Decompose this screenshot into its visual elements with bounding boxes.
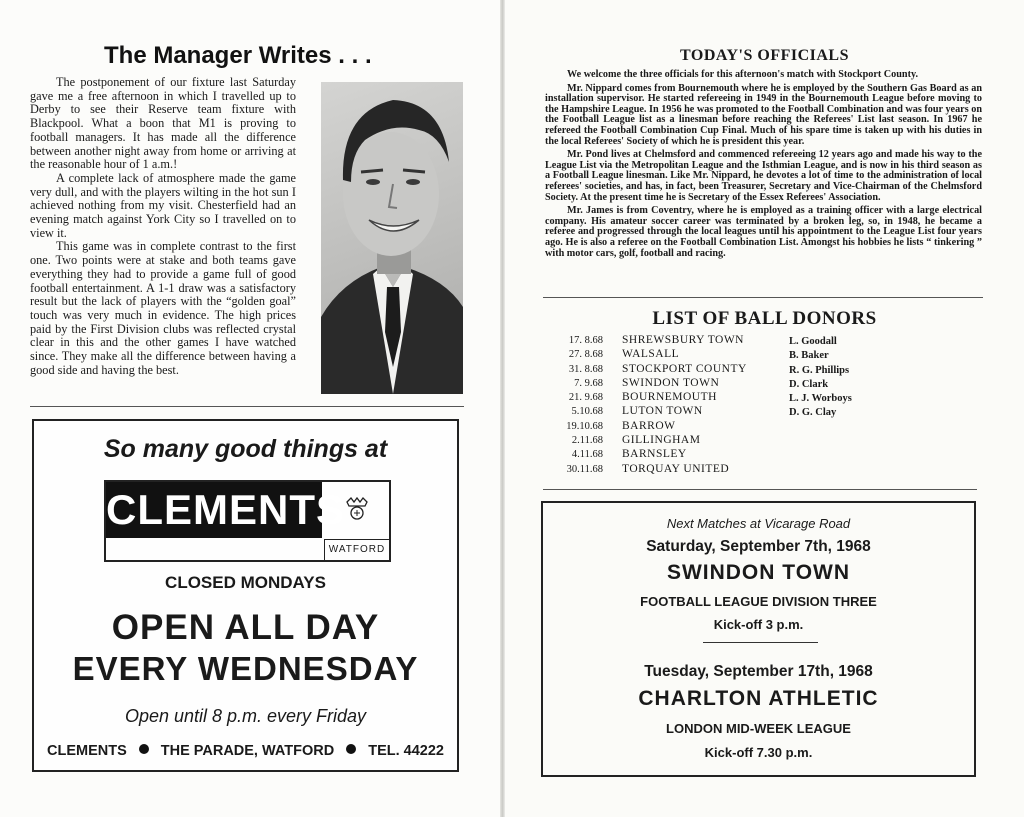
- donor-clubs-column: [622, 333, 747, 476]
- donor-name: L. Goodall: [789, 336, 837, 347]
- section-divider: [543, 489, 977, 490]
- fixture-club: BARROW: [622, 419, 676, 432]
- advert-friday-hours: Open until 8 p.m. every Friday: [124, 706, 367, 726]
- donor-name: R. G. Phillips: [789, 364, 850, 376]
- donor-names-column: [789, 335, 852, 421]
- advert-closed-days: CLOSED MONDAYS: [165, 573, 326, 592]
- fixture-date: 27. 8.68: [568, 349, 603, 361]
- donor-name: L. J. Worboys: [789, 393, 852, 405]
- advert-footer-telephone: TEL. 44222: [368, 743, 444, 759]
- crest-icon: [344, 496, 370, 522]
- ball-donors-title: LIST OF BALL DONORS: [652, 308, 877, 329]
- match-kickoff: Kick-off 7.30 p.m.: [704, 745, 813, 760]
- clements-logo: [104, 480, 391, 562]
- advert-footer-name: CLEMENTS: [47, 743, 127, 759]
- right-page: [505, 0, 1024, 817]
- manager-paragraph: A complete lack of atmosphere made the game very dull, and with the players wilting in the hot sun I achieved nothing from my visit. Chesterfield had an evening match against York City so I travelled on to view it.: [30, 170, 296, 240]
- fixture-date: 7. 9.68: [574, 377, 603, 389]
- fixture-date: 5.10.68: [571, 406, 603, 418]
- match-date: Saturday, September 7th, 1968: [646, 538, 871, 555]
- logo-brand-text: CLEMENTS: [106, 482, 322, 538]
- match-competition: FOOTBALL LEAGUE DIVISION THREE: [640, 594, 877, 609]
- fixture-club: BOURNEMOUTH: [622, 391, 717, 404]
- advert-tagline: So many good things at: [103, 435, 388, 463]
- left-page: [0, 0, 500, 817]
- clements-advert: [32, 419, 459, 772]
- officials-paragraph: Mr. Nippard comes from Bournemouth where he is employed by the Southern Gas Board as an installation supervisor. He started refereeing in 1949 in the Bournemouth League before moving to the Hampshire League. In 1956 he was promoted to the Football Combination and was four years on the Football League list as a linesman before reaching the Referees' List last season. In 1967 he refereed the Football Combination Cup Final. Much of his spare time is taken up with his duties in the local Referees' Society of which he is president this year.: [545, 82, 982, 147]
- officials-paragraph: We welcome the three officials for this afternoon's match with Stockport County.: [567, 69, 919, 80]
- officials-paragraph: Mr. James is from Coventry, where he is employed as a training officer with a large electrical company. His amateur soccer career was terminated by a broken leg, so, in 1948, he became a referee and progressed through the local leagues until his appointment to the League List four years ago. He is also a referee on the Football Combination List. Amongst his hobbies he lists “ tinkering ” with motor cars, golf, football and racing.: [545, 205, 982, 259]
- fixture-club: GILLINGHAM: [622, 434, 701, 447]
- portrait-illustration: [321, 82, 463, 394]
- manager-paragraph: The postponement of our fixture last Saturday gave me a free afternoon in which I travelled up to Derby to see their Reserve team fixture with Blackpool. What a boon that M1 is proving to football managers. It has made all the difference between another night away from home or arriving at the reasonable hour of 1 a.m.!: [30, 75, 296, 172]
- advert-open-line-2: EVERY WEDNESDAY: [72, 650, 419, 687]
- fixture-date: 2.11.68: [571, 435, 603, 447]
- next-matches-box: [541, 501, 976, 777]
- fixture-date: 17. 8.68: [568, 335, 603, 346]
- bullet-icon: [346, 744, 356, 754]
- donor-dates-column: [555, 334, 603, 477]
- fixture-club: STOCKPORT COUNTY: [622, 362, 747, 375]
- section-divider: [30, 406, 464, 407]
- manager-article-title: The Manager Writes . . .: [104, 42, 372, 69]
- donor-name: B. Baker: [789, 350, 829, 362]
- fixture-date: 4.11.68: [571, 449, 603, 461]
- advert-footer: [34, 743, 457, 759]
- officials-title: TODAY'S OFFICIALS: [680, 47, 849, 64]
- logo-town-label: WATFORD: [324, 539, 389, 560]
- manager-paragraph: This game was in complete contrast to the first one. Two points were at stake and both teams gave everything they had to provide a game full of good football entertainment. A 1-1 draw was a satisfactory result but the lack of players with the “golden goal” touch was very much in evidence. The high prices paid by the First Division clubs was reflected crystal clear in this and the other games I have watched since. They make all the difference between having a good side and having the best.: [30, 239, 296, 377]
- manager-article-body: [30, 76, 296, 377]
- match-competition: LONDON MID-WEEK LEAGUE: [666, 721, 851, 736]
- fixture-club: SHREWSBURY TOWN: [622, 334, 744, 346]
- match-divider: [703, 642, 818, 643]
- match-kickoff: Kick-off 3 p.m.: [713, 617, 804, 632]
- fixture-club: TORQUAY UNITED: [622, 462, 730, 475]
- fixture-date: 31. 8.68: [568, 363, 603, 375]
- donor-name: D. Clark: [789, 378, 829, 390]
- fixture-club: WALSALL: [622, 348, 680, 361]
- donor-name: D. G. Clay: [789, 407, 837, 419]
- bullet-icon: [139, 744, 149, 754]
- next-matches-heading: Next Matches at Vicarage Road: [666, 516, 851, 531]
- match-date: Tuesday, September 17th, 1968: [644, 663, 873, 680]
- officials-body: [545, 70, 982, 262]
- advert-footer-address: THE PARADE, WATFORD: [160, 743, 335, 759]
- match-opponent: SWINDON TOWN: [666, 561, 851, 584]
- fixture-date: 21. 9.68: [568, 392, 603, 404]
- manager-portrait-photo: [321, 82, 463, 394]
- fixture-date: 30.11.68: [566, 463, 603, 475]
- officials-paragraph: Mr. Pond lives at Chelmsford and commenced refereeing 12 years ago and made his way to the League List via the Metropolitan League and the Isthmian League, and is now in his third season as a Football League linesman. Like Mr. Nippard, he devotes a lot of time to the administration of local referees' societies, and has, in fact, been Treasurer, Secretary and Vice-Chairman of the Chelmsford Society. At the present time he is Secretary of the Essex Referees' Association.: [545, 149, 982, 203]
- match-opponent: CHARLTON ATHLETIC: [638, 687, 879, 710]
- section-divider: [543, 297, 983, 298]
- fixture-club: BARNSLEY: [622, 448, 687, 461]
- fixture-date: 19.10.68: [566, 420, 603, 432]
- fixture-club: LUTON TOWN: [622, 405, 703, 418]
- advert-open-line-1: OPEN ALL DAY: [111, 608, 380, 647]
- fixture-club: SWINDON TOWN: [622, 376, 720, 389]
